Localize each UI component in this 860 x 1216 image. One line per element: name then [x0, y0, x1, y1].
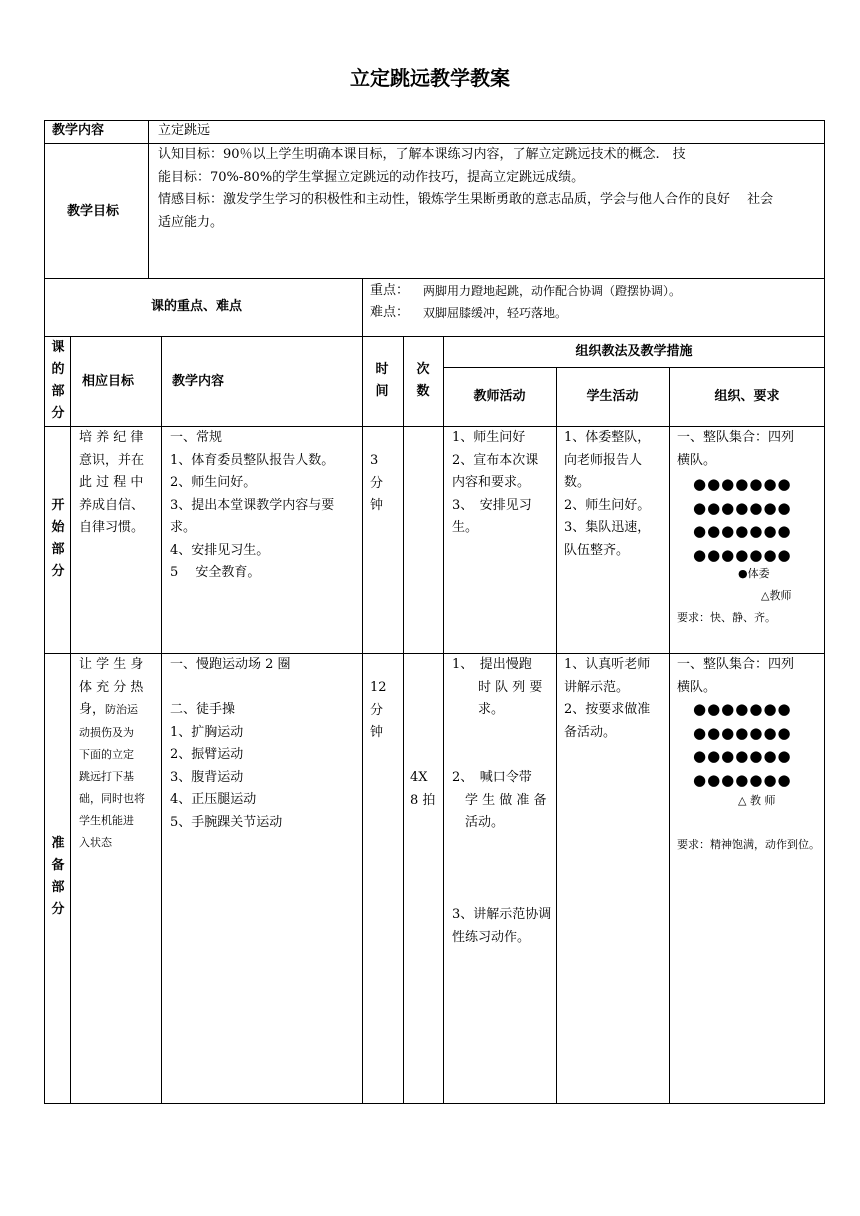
prep-teacher-activity-3: 3、讲解示范协调 性练习动作。 — [452, 907, 552, 945]
start-requirements: 一、整队集合：四列 横队。 — [677, 430, 795, 468]
content-value: 立定跳远 — [158, 123, 211, 138]
formation-leader: ●体委 — [738, 567, 770, 580]
goal-line: 情感目标：激发学生学习的积极性和主动性，锻炼学生果断勇敢的意志品质，学会与他人合作的良好 社会 — [158, 192, 774, 207]
key-label: 重点： — [370, 283, 410, 298]
formation-row: ●●●●●●● — [693, 723, 792, 742]
start-teacher-activity: 1、师生问好 2、宣布本次课 内容和要求。 3、 安排见习 生。 — [452, 430, 539, 535]
formation-row: ●●●●●●● — [693, 770, 792, 789]
prep-time: 12 分 钟 — [370, 680, 387, 740]
header-count: 次 数 — [416, 362, 430, 399]
goal-line: 适应能力。 — [158, 214, 224, 230]
content-label: 教学内容 — [52, 123, 105, 138]
difficulty-label: 难点： — [370, 305, 410, 320]
header-time: 时 间 — [375, 362, 389, 399]
prep-count: 4X 8 拍 — [410, 770, 436, 808]
prep-formation-teacher: △ 教 师 — [738, 794, 776, 807]
section-start-label: 开 始 部 分 — [51, 498, 65, 579]
formation-teacher: △教师 — [761, 589, 792, 602]
header-goal: 相应目标 — [82, 374, 135, 389]
prep-teacher-activity: 1、 提出慢跑 时 队 列 要 求。 — [452, 657, 543, 717]
prep-student-activity: 1、认真听老师 讲解示范。 2、按要求做准 备活动。 — [564, 657, 651, 740]
page-title: 立定跳远教学教案 — [350, 66, 510, 90]
goals-label: 教学目标 — [67, 204, 120, 219]
prep-teacher-activity-2: 2、 喊口令带 学 生 做 准 备 活动。 — [452, 770, 547, 830]
section-prep-label: 准 备 部 分 — [51, 836, 65, 917]
header-teacher: 教师活动 — [473, 389, 526, 404]
start-content: 一、常规 1、体育委员整队报告人数。 2、师生问好。 3、提出本堂课教学内容与要 求。 4、安排见习生。 5 安全教育。 — [170, 430, 335, 580]
start-time: 3 分 钟 — [370, 453, 384, 513]
difficulty-text: 双脚屈膝缓冲，轻巧落地。 — [423, 306, 568, 320]
start-req-text: 要求：快、静、齐。 — [677, 611, 776, 624]
header-student: 学生活动 — [586, 389, 639, 404]
prep-requirements: 一、整队集合：四列 横队。 — [677, 657, 795, 695]
key-points-label: 课的重点、难点 — [151, 299, 243, 314]
prep-formation — [693, 698, 792, 792]
start-goal: 培 养 纪 律 意识，并在 此 过 程 中 养成自信、 自律习惯。 — [79, 430, 145, 535]
key-text: 两脚用力蹬地起跳，动作配合协调（蹬摆协调）。 — [423, 284, 682, 298]
formation-row: ●●●●●●● — [693, 700, 792, 718]
header-content: 教学内容 — [172, 374, 225, 389]
goal-line: 认知目标：90％以上学生明确本课目标，了解本课练习内容，了解立定跳远技术的概念. 技 — [158, 147, 686, 162]
formation-row: ●●●●●●● — [693, 475, 792, 493]
formation-row: ●●●●●●● — [693, 545, 792, 564]
goal-line: 能目标：70%-80%的学生掌握立定跳远的动作技巧，提高立定跳远成绩。 — [158, 169, 585, 185]
start-formation — [693, 473, 792, 567]
prep-goal: 让 学 生 身 体 充 分 热 身，防治运 动损伤及为 下面的立定 跳远打下基 础，同时也将 学生机能进 入状态 — [79, 657, 145, 849]
prep-content: 一、慢跑运动场 2 圈 二、徒手操 1、扩胸运动 2、振臂运动 3、腹背运动 4、正压腿运动 5、手腕踝关节运动 — [170, 657, 291, 830]
header-part: 课 的 部 分 — [51, 340, 65, 421]
goals-text — [158, 144, 820, 234]
header-requirements: 组织、要求 — [714, 389, 780, 404]
prep-req-text: 要求：精神饱满，动作到位。 — [677, 838, 820, 851]
formation-row: ●●●●●●● — [693, 522, 792, 540]
formation-row: ●●●●●●● — [693, 498, 792, 517]
start-student-activity: 1、体委整队， 向老师报告人 数。 2、师生问好。 3、集队迅速， 队伍整齐。 — [564, 430, 651, 558]
header-org: 组织教法及教学措施 — [575, 344, 693, 359]
formation-row: ●●●●●●● — [693, 747, 792, 765]
